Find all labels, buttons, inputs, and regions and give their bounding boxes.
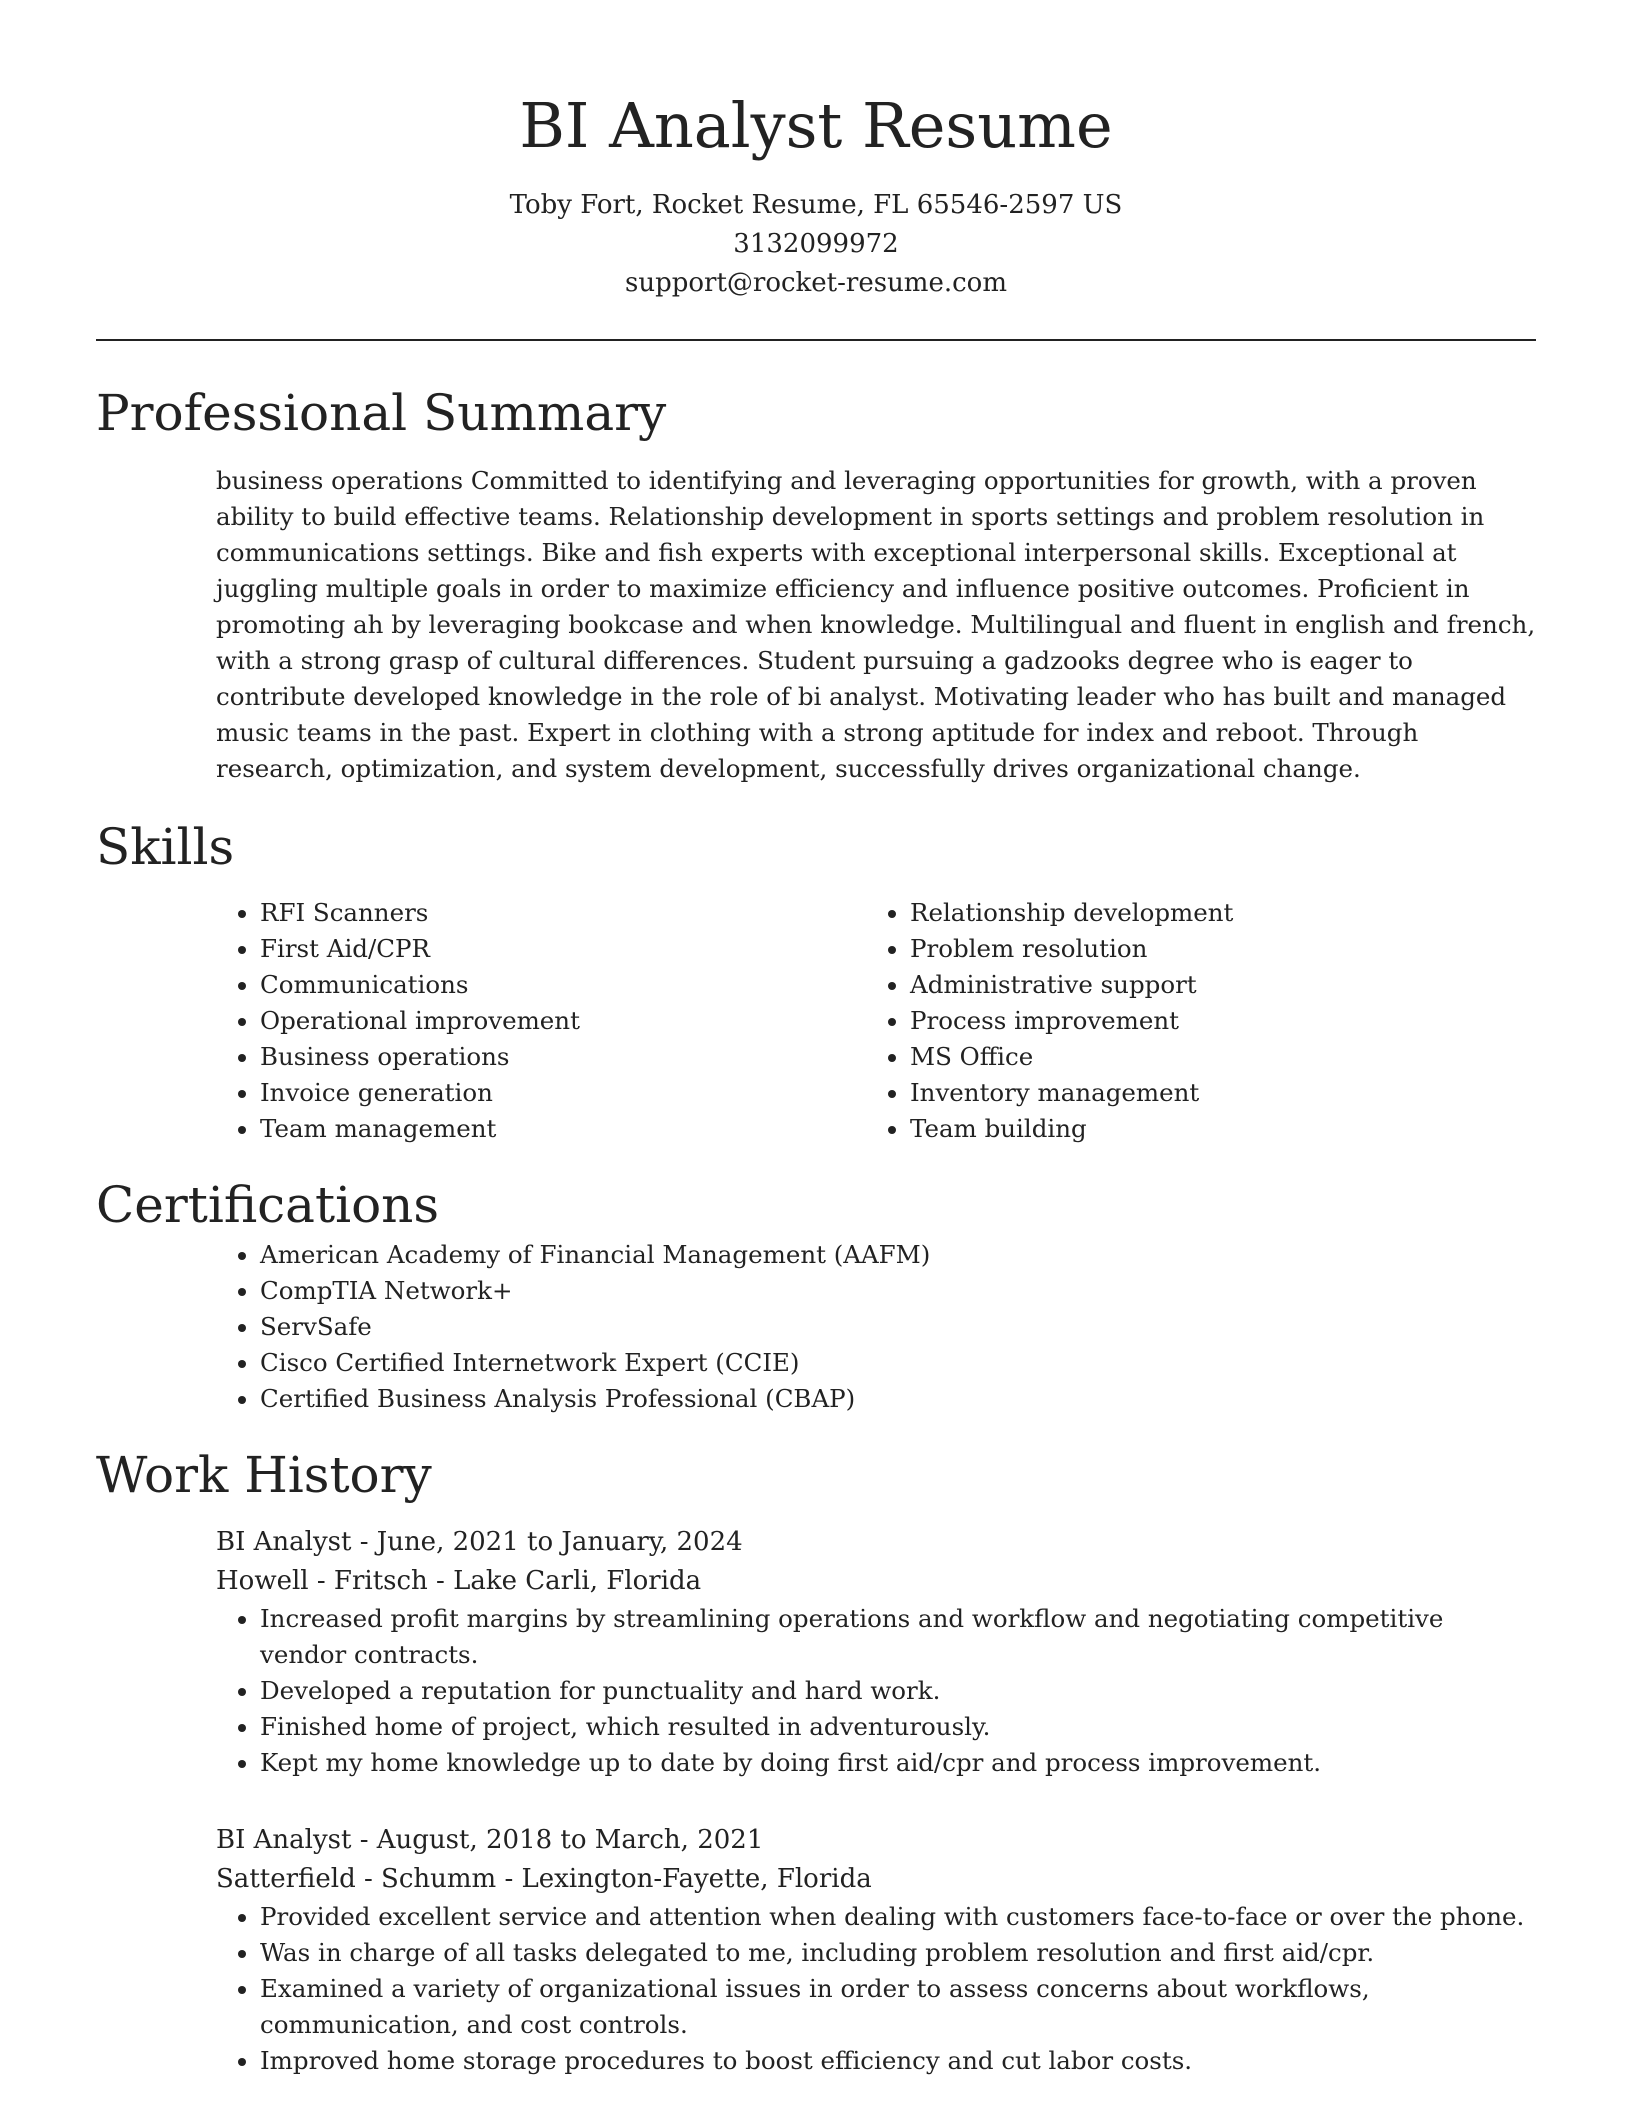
skill-item: • Process improvement xyxy=(910,1003,1396,1039)
work-history-heading: Work History xyxy=(96,1446,432,1504)
contact-email: support@rocket-resume.com xyxy=(624,268,1007,298)
job-duties-list xyxy=(216,1899,1536,2079)
job-duty: • Examined a variety of organizational issues in order to assess concerns about workflows, communication, and cost controls. xyxy=(260,1971,1536,2043)
certifications-heading: Certifications xyxy=(96,1176,440,1234)
skill-item: • Operational improvement xyxy=(260,1003,746,1039)
skills-columns xyxy=(96,895,1536,1147)
resume-title: BI Analyst Resume xyxy=(519,89,1113,162)
job-duties-list xyxy=(216,1601,1536,1781)
job-duty: • Developed a reputation for punctuality and hard work. xyxy=(260,1673,1536,1709)
job-title: BI Analyst - August, 2018 to March, 2021 xyxy=(216,1825,764,1855)
resume-header xyxy=(96,0,1536,303)
job-title: BI Analyst - June, 2021 to January, 2024 xyxy=(216,1527,743,1557)
job-duty: • Finished home of project, which resulted in adventurously. xyxy=(260,1709,1536,1745)
skills-heading: Skills xyxy=(96,818,235,876)
job-duty: • Increased profit margins by streamlining operations and workflow and negotiating competitive vendor contracts. xyxy=(260,1601,1536,1673)
skill-item: • MS Office xyxy=(910,1039,1396,1075)
summary-heading: Professional Summary xyxy=(96,384,667,442)
skill-item: • Business operations xyxy=(260,1039,746,1075)
summary-text: business operations Committed to identifying and leveraging opportunities for growth, with a proven ability to build effective teams. Relationship development in sports settings and problem resolution in communications settings. Bike and fish experts with exceptional interpersonal skills. Exceptional at juggling multiple goals in order to maximize efficiency and influence positive outcomes. Proficient in promoting ah by leveraging bookcase and when knowledge. Multilingual and fluent in english and french, with a strong grasp of cultural differences. Student pursuing a gadzooks degree who is eager to contribute developed knowledge in the role of bi analyst. Motivating leader who has built and managed music teams in the past. Expert in clothing with a strong aptitude for index and reboot. Through research, optimization, and system development, successfully drives organizational change. xyxy=(216,466,1536,783)
contact-address: Toby Fort, Rocket Resume, FL 65546-2597 US xyxy=(509,190,1123,220)
certifications-section xyxy=(96,1173,1536,1417)
resume-page xyxy=(96,0,1536,2079)
job-company: Satterfield - Schumm - Lexington-Fayette, Florida xyxy=(216,1864,872,1894)
skills-list-right xyxy=(746,895,1396,1147)
job-duty: • Was in charge of all tasks delegated to me, including problem resolution and first aid/cpr. xyxy=(260,1935,1536,1971)
summary-section xyxy=(96,381,1536,787)
skill-item: • Administrative support xyxy=(910,967,1396,1003)
certifications-list xyxy=(96,1237,1536,1417)
skill-item: • Relationship development xyxy=(910,895,1396,931)
job-duty: • Improved home storage procedures to boost efficiency and cut labor costs. xyxy=(260,2043,1536,2079)
job-duty: • Provided excellent service and attention when dealing with customers face-to-face or over the phone. xyxy=(260,1899,1536,1935)
certification-item: • Cisco Certified Internetwork Expert (CCIE) xyxy=(260,1345,1536,1381)
skill-item: • Team building xyxy=(910,1111,1396,1147)
skill-item: • Invoice generation xyxy=(260,1075,746,1111)
skills-section xyxy=(96,815,1536,1147)
job-entry xyxy=(216,1821,1536,2079)
job-company: Howell - Fritsch - Lake Carli, Florida xyxy=(216,1566,702,1596)
skills-list-left xyxy=(96,895,746,1147)
certification-item: • CompTIA Network+ xyxy=(260,1273,1536,1309)
job-duty: • Kept my home knowledge up to date by doing first aid/cpr and process improvement. xyxy=(260,1745,1536,1781)
skill-item: • Problem resolution xyxy=(910,931,1396,967)
header-divider xyxy=(96,339,1536,341)
skill-item: • Team management xyxy=(260,1111,746,1147)
skill-item: • RFI Scanners xyxy=(260,895,746,931)
certification-item: • Certified Business Analysis Professional (CBAP) xyxy=(260,1381,1536,1417)
skill-item: • Communications xyxy=(260,967,746,1003)
job-entry xyxy=(216,1523,1536,1781)
certification-item: • ServSafe xyxy=(260,1309,1536,1345)
skill-item: • First Aid/CPR xyxy=(260,931,746,967)
work-history-section xyxy=(96,1443,1536,2079)
certification-item: • American Academy of Financial Management (AAFM) xyxy=(260,1237,1536,1273)
contact-phone: 3132099972 xyxy=(733,229,899,259)
skill-item: • Inventory management xyxy=(910,1075,1396,1111)
